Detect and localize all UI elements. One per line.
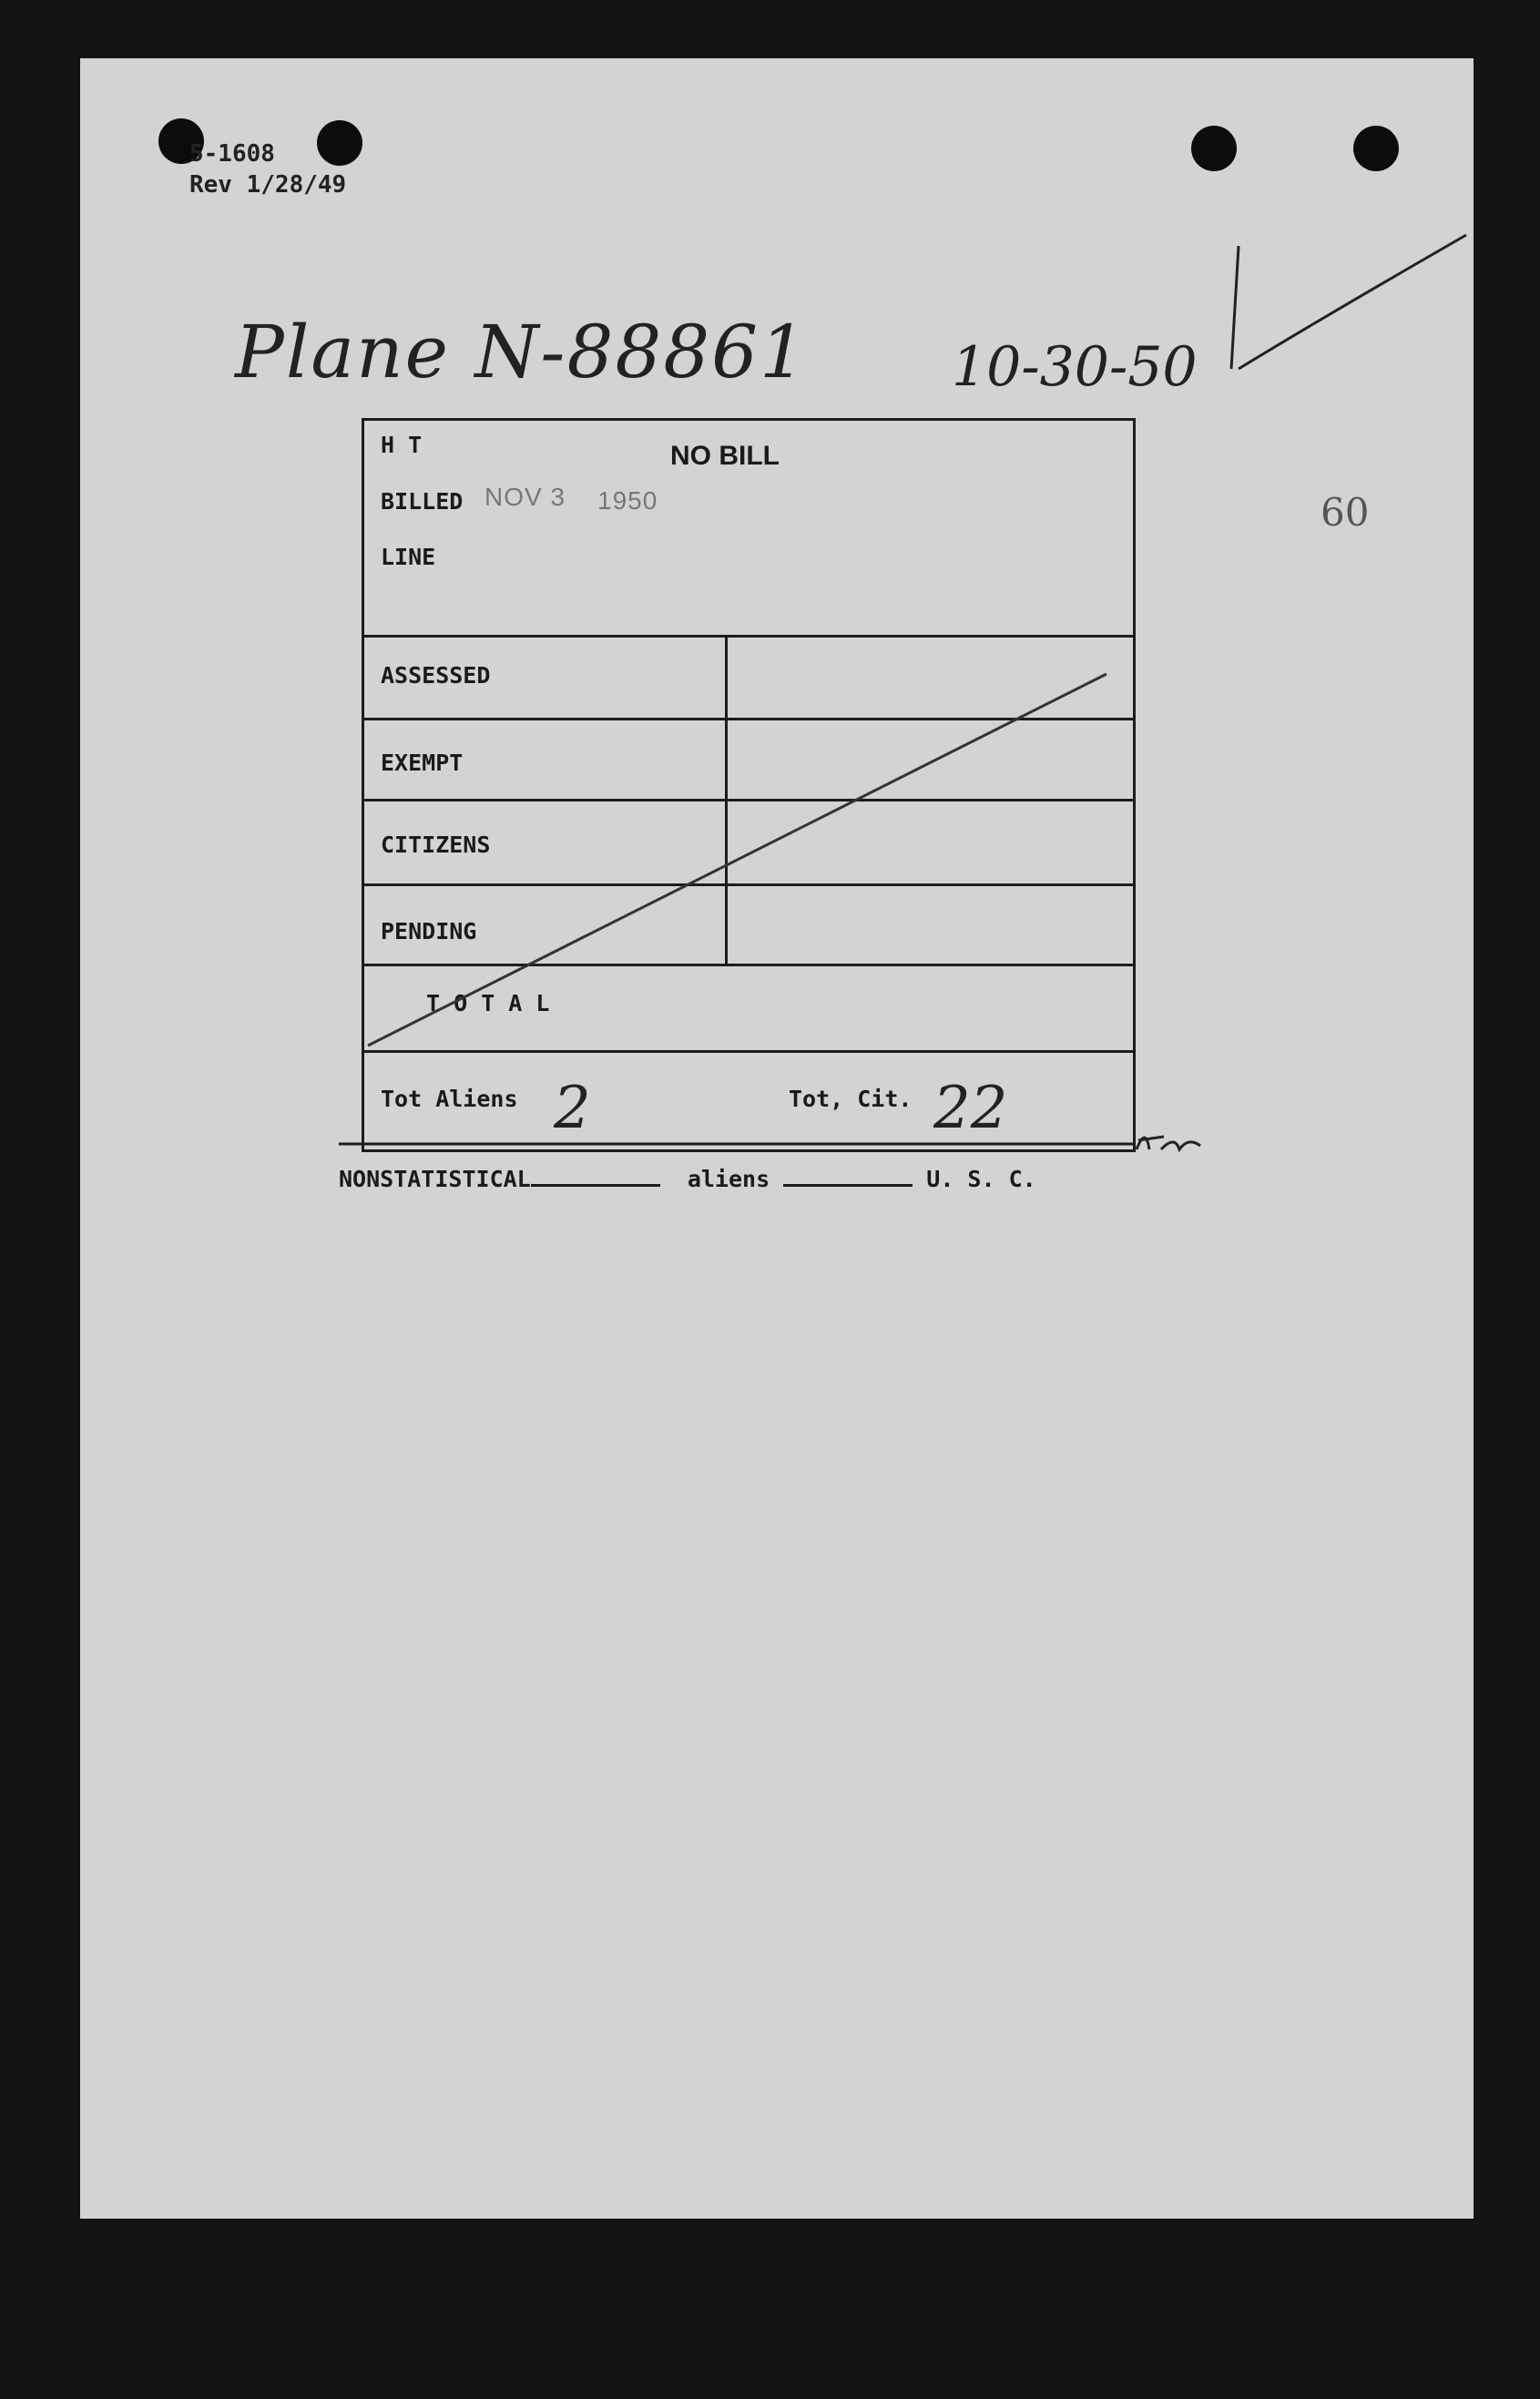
tot-aliens-label: Tot Aliens <box>381 1086 518 1112</box>
billed-stamp-date: NOV 3 <box>484 483 566 511</box>
page-number: 60 <box>1321 490 1370 535</box>
tot-cit-label: Tot, Cit. <box>789 1086 913 1112</box>
row-total: T O T A L <box>426 990 550 1016</box>
nonstatistical-label: NONSTATISTICAL <box>339 1166 531 1192</box>
initials-mark <box>1137 1137 1200 1149</box>
form-number: 5-1608 <box>189 140 275 168</box>
handwritten-tot-cit: 22 <box>933 1075 1008 1142</box>
no-bill-stamp: NO BILL <box>670 441 780 471</box>
handwritten-plane-number: Plane N-88861 <box>235 310 808 394</box>
diagonal-strike-line <box>368 674 1107 1046</box>
form-revision: Rev 1/28/49 <box>189 171 347 199</box>
aliens-blank <box>783 1184 913 1187</box>
row-pending: PENDING <box>381 918 477 944</box>
check-mark <box>1231 235 1466 369</box>
line-label: LINE <box>381 544 436 570</box>
nonstatistical-line <box>339 1166 1036 1192</box>
billed-stamp-year: 1950 <box>597 486 658 515</box>
billed-label: BILLED <box>381 488 464 515</box>
usc-label: U. S. C. <box>926 1166 1036 1192</box>
ht-label: H T <box>381 432 423 458</box>
handwritten-tot-aliens: 2 <box>554 1075 591 1142</box>
nonstatistical-blank <box>531 1184 660 1187</box>
handwritten-date: 10-30-50 <box>952 335 1198 399</box>
aliens-label: aliens <box>687 1166 770 1192</box>
row-citizens: CITIZENS <box>381 832 491 858</box>
row-exempt: EXEMPT <box>381 750 464 776</box>
row-assessed: ASSESSED <box>381 662 491 689</box>
